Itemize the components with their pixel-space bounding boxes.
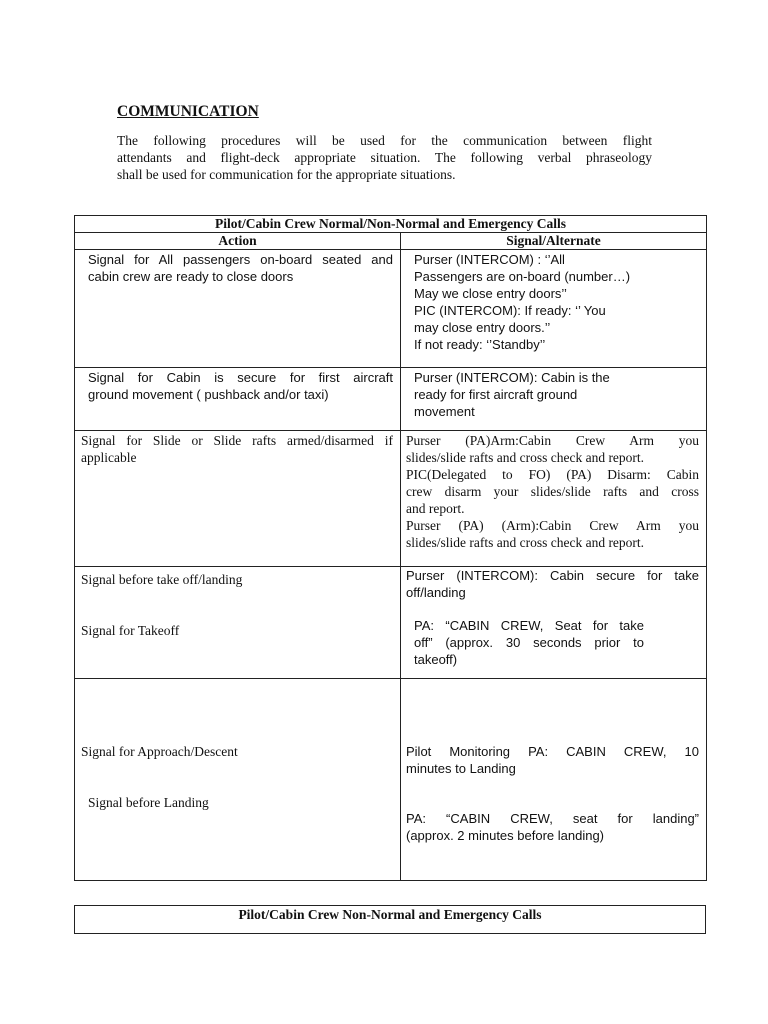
column-header-action: Action (75, 233, 401, 250)
table-title: Pilot/Cabin Crew Non-Normal and Emergency Calls (75, 906, 706, 934)
signal-line: crew disarm your slides/slide rafts and cross (406, 484, 700, 499)
signal-line: PA: “CABIN CREW, Seat for take (414, 618, 645, 633)
signal-cell (401, 679, 707, 881)
signal-line: Purser (INTERCOM): Cabin is the (414, 370, 610, 385)
signal-line: off/landing (406, 585, 466, 600)
signal-line: Purser (INTERCOM) : ‘’All (414, 252, 565, 267)
intro-line: attendants and flight-deck appropriate situation. The following verbal phraseology (117, 150, 652, 165)
table-row (75, 250, 707, 368)
signal-cell (401, 368, 707, 431)
action-cell (75, 250, 401, 368)
signal-line: may close entry doors.’’ (414, 320, 551, 335)
signal-line: May we close entry doors’’ (414, 286, 567, 301)
action-cell (75, 679, 401, 881)
signal-line: PIC (INTERCOM): If ready: ‘’ You (414, 303, 606, 318)
signal-line: minutes to Landing (406, 761, 516, 776)
column-header-signal: Signal/Alternate (401, 233, 707, 250)
signal-line: slides/slide rafts and cross check and report. (406, 450, 645, 465)
signal-line: takeoff) (414, 652, 458, 667)
signal-line: If not ready: ‘’Standby’’ (414, 337, 546, 352)
action-cell (75, 567, 401, 679)
signal-line: (approx. 2 minutes before landing) (406, 828, 605, 843)
section-heading: COMMUNICATION (117, 103, 259, 120)
signal-line: Purser (PA)Arm:Cabin Crew Arm you (406, 433, 700, 448)
table-title: Pilot/Cabin Crew Normal/Non-Normal and Emergency Calls (75, 216, 707, 233)
intro-line: shall be used for communication for the appropriate situations. (117, 167, 456, 182)
table-row (75, 567, 707, 679)
intro-paragraph (117, 132, 652, 183)
calls-table (74, 215, 707, 881)
action-cell (75, 431, 401, 567)
signal-line: Purser (INTERCOM): Cabin secure for take (406, 568, 700, 583)
action-line: Signal for Cabin is secure for first aircraft (88, 370, 393, 385)
action-line: Signal before Landing (88, 795, 209, 810)
signal-line: movement (414, 404, 475, 419)
signal-line: slides/slide rafts and cross check and report. (406, 535, 645, 550)
signal-cell (401, 431, 707, 567)
table-row (75, 679, 707, 881)
intro-line: The following procedures will be used for the communication between flight (117, 133, 652, 148)
signal-line: off” (approx. 30 seconds prior to (414, 635, 645, 650)
action-line: Signal before take off/landing (81, 572, 243, 587)
action-line: cabin crew are ready to close doors (88, 269, 294, 284)
signal-line: Pilot Monitoring PA: CABIN CREW, 10 (406, 744, 700, 759)
action-line: Signal for Slide or Slide rafts armed/disarmed if (81, 433, 393, 448)
signal-line: PIC(Delegated to FO) (PA) Disarm: Cabin (406, 467, 700, 482)
signal-line: Purser (PA) (Arm):Cabin Crew Arm you (406, 518, 700, 533)
signal-line: PA: “CABIN CREW, seat for landing” (406, 811, 700, 826)
non-normal-calls-table (74, 905, 706, 934)
signal-line: ready for first aircraft ground (414, 387, 578, 402)
action-line: ground movement ( pushback and/or taxi) (88, 387, 329, 402)
signal-cell (401, 567, 707, 679)
action-line: applicable (81, 450, 137, 465)
signal-cell (401, 250, 707, 368)
signal-line: and report. (406, 501, 465, 516)
table-row (75, 368, 707, 431)
action-line: Signal for Approach/Descent (81, 744, 238, 759)
signal-line: Passengers are on-board (number…) (414, 269, 631, 284)
action-line: Signal for Takeoff (81, 623, 180, 638)
action-line: Signal for All passengers on-board seated and (88, 252, 393, 267)
action-cell (75, 368, 401, 431)
table-row (75, 431, 707, 567)
